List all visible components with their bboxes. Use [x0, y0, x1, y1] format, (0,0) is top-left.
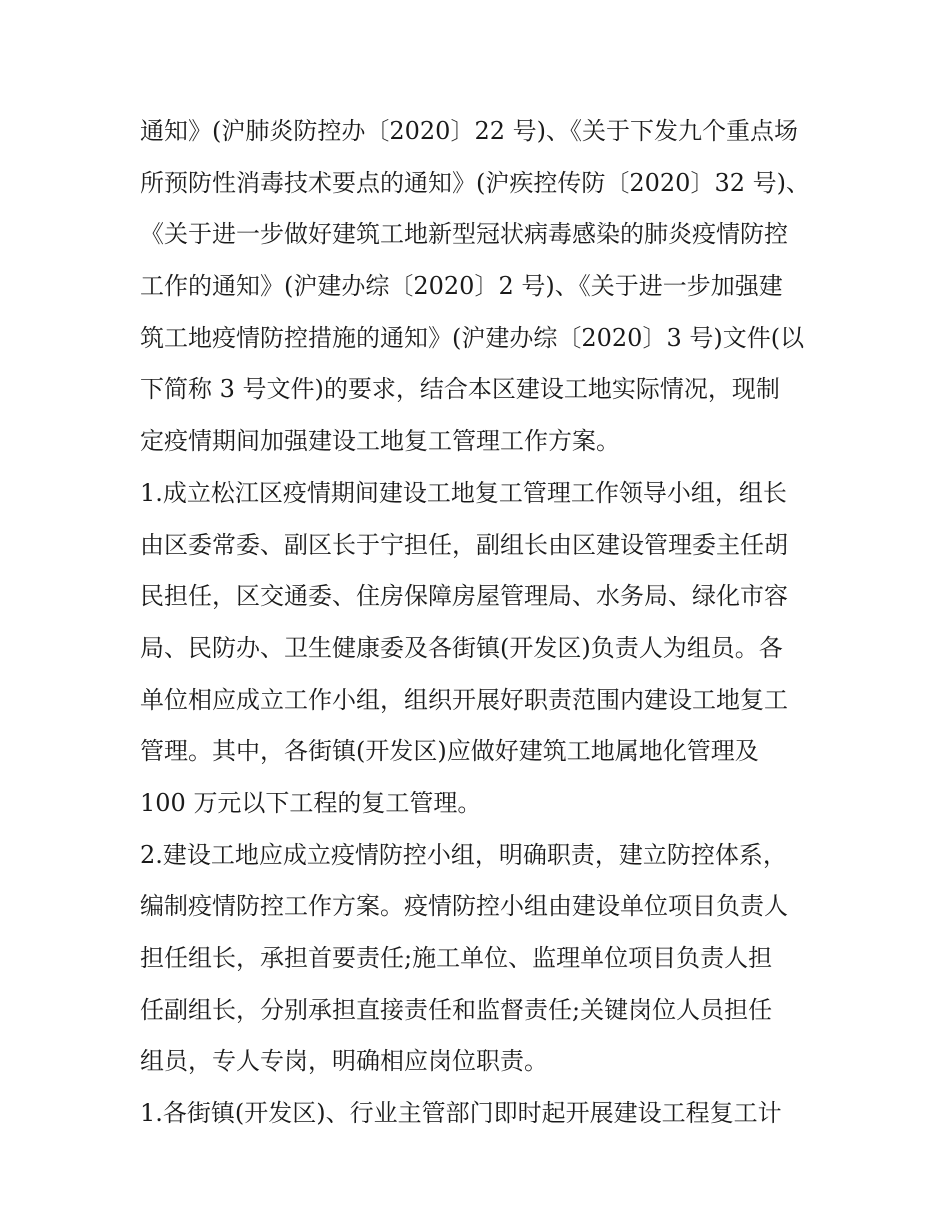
- text-line: 单位相应成立工作小组，组织开展好职责范围内建设工地复工: [140, 685, 788, 714]
- text-line: 局、民防办、卫生健康委及各街镇(开发区)负责人为组员。各: [140, 633, 783, 662]
- text-line: 民担任，区交通委、住房保障房屋管理局、水务局、绿化市容: [140, 582, 788, 611]
- text-line: 100 万元以下工程的复工管理。: [140, 788, 482, 817]
- text-line: 1.成立松江区疫情期间建设工地复工管理工作领导小组，组长: [140, 478, 787, 507]
- text-line: 1.各街镇(开发区)、行业主管部门即时起开展建设工程复工计: [140, 1099, 782, 1128]
- text-line: 定疫情期间加强建设工地复工管理工作方案。: [140, 427, 620, 456]
- text-line: 由区委常委、副区长于宁担任，副组长由区建设管理委主任胡: [140, 530, 788, 559]
- text-line: 任副组长，分别承担直接责任和监督责任;关键岗位人员担任: [140, 995, 773, 1024]
- text-line: 通知》(沪肺炎防控办〔2020〕22 号)、《关于下发九个重点场: [140, 117, 798, 145]
- document-body: [140, 106, 820, 1140]
- text-line: 担任组长，承担首要责任;施工单位、监理单位项目负责人担: [140, 944, 773, 972]
- text-line: 《关于进一步做好建筑工地新型冠状病毒感染的肺炎疫情防控: [140, 220, 788, 249]
- text-line: 2.建设工地应成立疫情防控小组，明确职责，建立防控体系，: [140, 840, 787, 869]
- text-line: 管理。其中，各街镇(开发区)应做好建筑工地属地化管理及: [140, 737, 759, 766]
- text-line: 所预防性消毒技术要点的通知》(沪疾控传防〔2020〕32 号)、: [140, 168, 810, 197]
- text-line: 组员，专人专岗，明确相应岗位职责。: [140, 1047, 548, 1076]
- text-line: 筑工地疫情防控措施的通知》(沪建办综〔2020〕3 号)文件(以: [140, 323, 805, 352]
- text-line: 下简称 3 号文件)的要求，结合本区建设工地实际情况，现制: [140, 375, 780, 404]
- text-line: 工作的通知》(沪建办综〔2020〕2 号)、《关于进一步加强建: [140, 272, 783, 301]
- text-line: 编制疫情防控工作方案。疫情防控小组由建设单位项目负责人: [140, 892, 788, 921]
